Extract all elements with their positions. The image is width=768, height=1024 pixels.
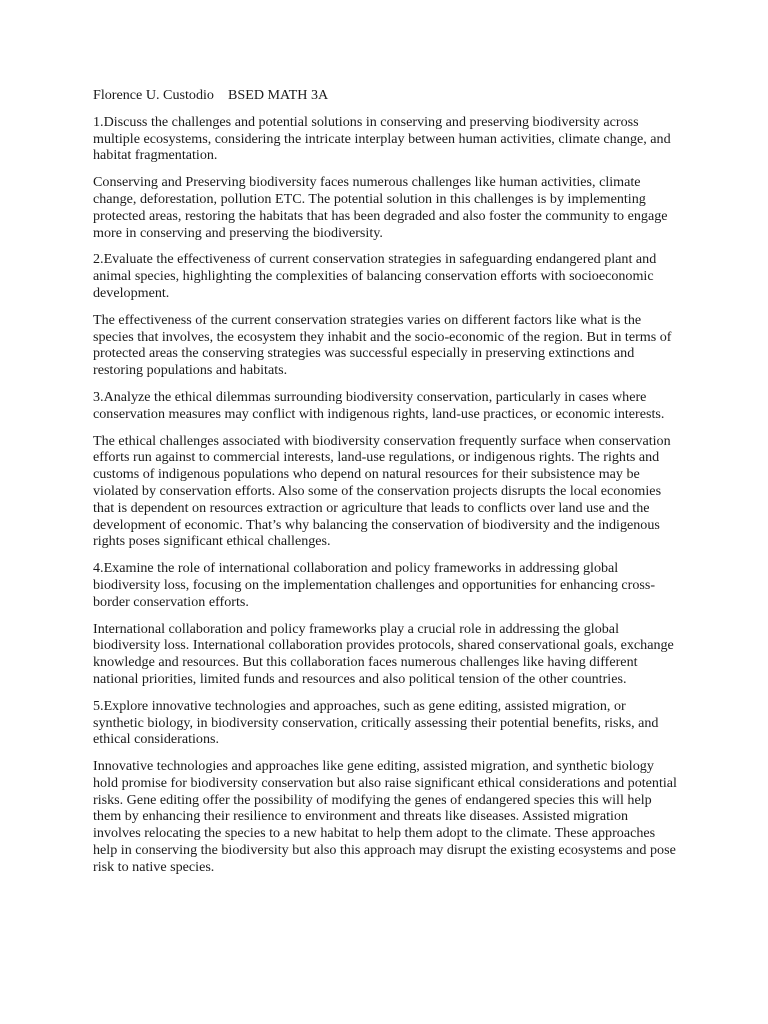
answer-3: The ethical challenges associated with biodiversity conservation frequently surface when conservation efforts run against to commercial interests, land-use regulations, or indigenous rights. The rights and customs of indigenous populations who depend on natural resources for their subsistence may be violated by conservation efforts. Also some of the conservation projects disrupts the local economies that is dependent on resources extraction or agriculture that leads to conflicts over land use and the development of economic. That’s why balancing the conservation of biodiversity and the indigenous rights poses significant ethical challenges. [93, 432, 671, 550]
document-header [93, 87, 678, 104]
answer-4: International collaboration and policy frameworks play a crucial role in addressing the global biodiversity loss. International collaboration provides protocols, shared conservational goals, exchange knowledge and resources. But this collaboration faces numerous challenges like having different national priorities, limited funds and resources and also political tension of the other countries. [93, 620, 674, 687]
answer-1: Conserving and Preserving biodiversity faces numerous challenges like human activities, climate change, deforestation, pollution ETC. The potential solution in this challenges is by implementing protected areas, restoring the habitats that has been degraded and also foster the community to engage more in conserving and preserving the biodiversity. [93, 174, 668, 241]
question-1: 1.Discuss the challenges and potential solutions in conserving and preserving biodiversity across multiple ecosystems, considering the intricate interplay between human activities, climate change, and habitat fragmentation. [93, 113, 671, 164]
question-5: 5.Explore innovative technologies and approaches, such as gene editing, assisted migration, or synthetic biology, in biodiversity conservation, critically assessing their potential benefits, risks, and ethical considerations. [93, 697, 659, 748]
document-body [93, 87, 678, 886]
author-name: Florence U. Custodio [93, 87, 214, 103]
class-section: BSED MATH 3A [227, 87, 329, 103]
answer-2: The effectiveness of the current conservation strategies varies on different factors like what is the species that involves, the ecosystem they inhabit and the socio-economic of the region. But in terms of protected areas the conserving strategies was successful especially in preserving extinctions and restoring populations and habitats. [93, 311, 672, 379]
answer-5: Innovative technologies and approaches like gene editing, assisted migration, and synthetic biology hold promise for biodiversity conservation but also raise significant ethical considerations and potential risks. Gene editing offer the possibility of modifying the genes of endangered species this will help them by enhancing their resilience to environment and threats like diseases. Assisted migration involves relocating the species to a new habitat to help them adopt to the climate. These approaches help in conserving the biodiversity but also this approach may disrupt the existing ecosystems and pose risk to native species. [93, 758, 677, 875]
question-2: 2.Evaluate the effectiveness of current conservation strategies in safeguarding endangered plant and animal species, highlighting the complexities of balancing conservation efforts with socioeconomic development. [93, 251, 657, 301]
question-4: 4.Examine the role of international collaboration and policy frameworks in addressing global biodiversity loss, focusing on the implementation challenges and opportunities for enhancing cross-border conservation efforts. [93, 560, 656, 610]
question-3: 3.Analyze the ethical dilemmas surrounding biodiversity conservation, particularly in cases where conservation measures may conflict with indigenous rights, land-use practices, or economic interests. [93, 388, 665, 422]
